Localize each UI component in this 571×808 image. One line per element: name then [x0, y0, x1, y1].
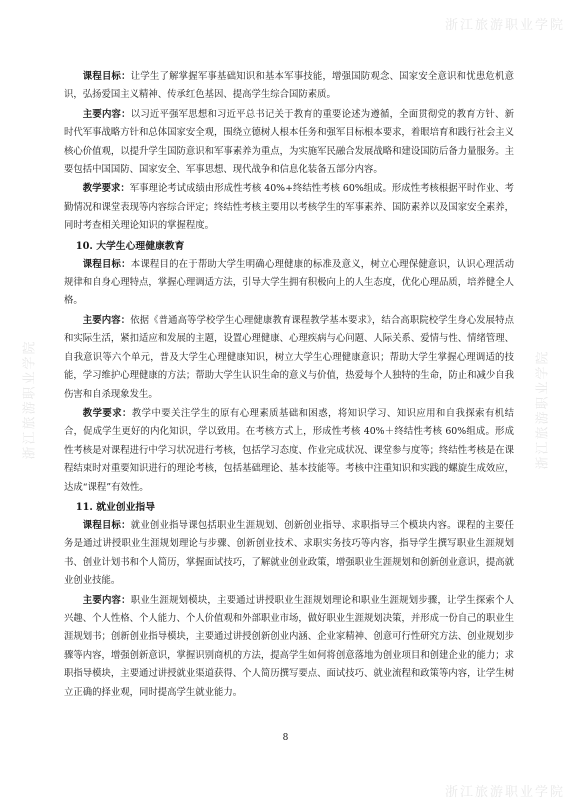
- psych-teaching-req: 教学要求：教学中要关注学生的原有心理素质基础和困惑，将知识学习、知识应用和自我探索有机结合，促成学生更好的内化知识，学以致用。在考核方式上，形成性考核 40%＋终结性考核 60%组成。形成性考核是对课程进行中学习状况进行考核，包括学习态度、作业完成状况、课堂参与度等；终结性考核是在课程结束时对重要知识进行的理论考核，包括基础理论、基本技能等。考核中注重知识和实践的螺旋生成效应，达成“课程”有效性。: [64, 407, 515, 493]
- military-main-content: 主要内容：以习近平强军思想和习近平总书记关于教育的重要论述为遵循，全面贯彻党的教育方针、新时代军事战略方针和总体国家安全观，围绕立德树人根本任务和强军目标根本要求，着眼培育和践行社会主义核心价值观，以提升学生国防意识和军事素养为重点，为实施军民融合发展战略和建设国防后备力量服务。主要包括中国国防、国家安全、军事思想、现代战争和信息化装备五部分内容。: [64, 108, 515, 176]
- career-course-goal: 课程目标：就业创业指导课包括职业生涯规划、创新创业指导、求职指导三个模块内容。课程的主要任务是通过讲授职业生涯规划理论与步骤、创新创业技术、求职实务技巧等内容，指导学生撰写职业生涯规划书、创业计划书和个人简历，掌握面试技巧，了解就业创业政策，增强职业生涯规划和创新创业意识，提高就业创业技能。: [64, 519, 515, 587]
- watermark-bottom: 浙江旅游职业学院: [444, 785, 565, 800]
- psych-course-goal: 课程目标：本课程目的在于帮助大学生明确心理健康的标准及意义，树立心理保健意识，认识心理活动规律和自身心理特点，掌握心理调适方法，引导大学生拥有积极向上的人生态度，优化心理品质，培养健全人格。: [64, 258, 515, 307]
- career-main-content: 主要内容：职业生涯规划模块，主要通过讲授职业生涯规划理论和职业生涯规划步骤，让学生探索个人兴趣、个人性格、个人能力、个人价值观和外部职业市场，做好职业生涯规划决策，并形成一份自己的职业生涯规划书；创新创业指导模块，主要通过讲授创新创业内涵、企业家精神、创意可行性研究方法、创业规划步骤等内容，增强创新意识，掌握识别商机的方法，提高学生如何将创意落地为创业项目和创建企业的能力；求职指导模块，主要通过讲授就业渠道获得、个人简历撰写要点、面试技巧、就业流程和政策等内容，让学生树立正确的择业观，同时提高学生就业能力。: [64, 594, 515, 698]
- military-course-goal: 课程目标：让学生了解掌握军事基础知识和基本军事技能，增强国防观念、国家安全意识和忧患危机意识，弘扬爱国主义精神、传承红色基因、提高学生综合国防素质。: [64, 71, 514, 101]
- section-heading-career: 11. 就业创业指导: [75, 501, 155, 513]
- page-number: 8: [282, 733, 289, 743]
- military-teaching-req: 教学要求：军事理论考试成绩由形成性考核 40%+终结性考核 60%组成。形成性考核根据平时作业、考勤情况和课堂表现等内容综合评定；终结性考核主要用以考核学生的军事素养、国防素养以及国家安全素养，同时考查相关理论知识的掌握程度。: [64, 183, 515, 232]
- section-heading-psychology: 10. 大学生心理健康教育: [75, 240, 185, 252]
- watermark-top: 浙江旅游职业学院: [444, 18, 565, 33]
- document-body: [64, 68, 514, 703]
- psych-main-content: 主要内容：依据《普通高等学校学生心理健康教育课程教学基本要求》，结合高职院校学生身心发展特点和实际生活，紧扣适应和发展的主题，设置心理健康、心理疾病与心问题、人际关系、爱情与性、情绪管理、自我意识等六个单元，普及大学生心理健康知识，树立大学生心理健康意识；帮助大学生掌握心理调适的技能，学习维护心理健康的方法；帮助大学生认识生命的意义与价值，热爱每个人独特的生命，防止和减少自我伤害和自杀现象发生。: [64, 314, 515, 400]
- watermark-left: 浙江旅游职业学院: [22, 339, 38, 460]
- watermark-right: 浙江旅游职业学院: [535, 349, 551, 470]
